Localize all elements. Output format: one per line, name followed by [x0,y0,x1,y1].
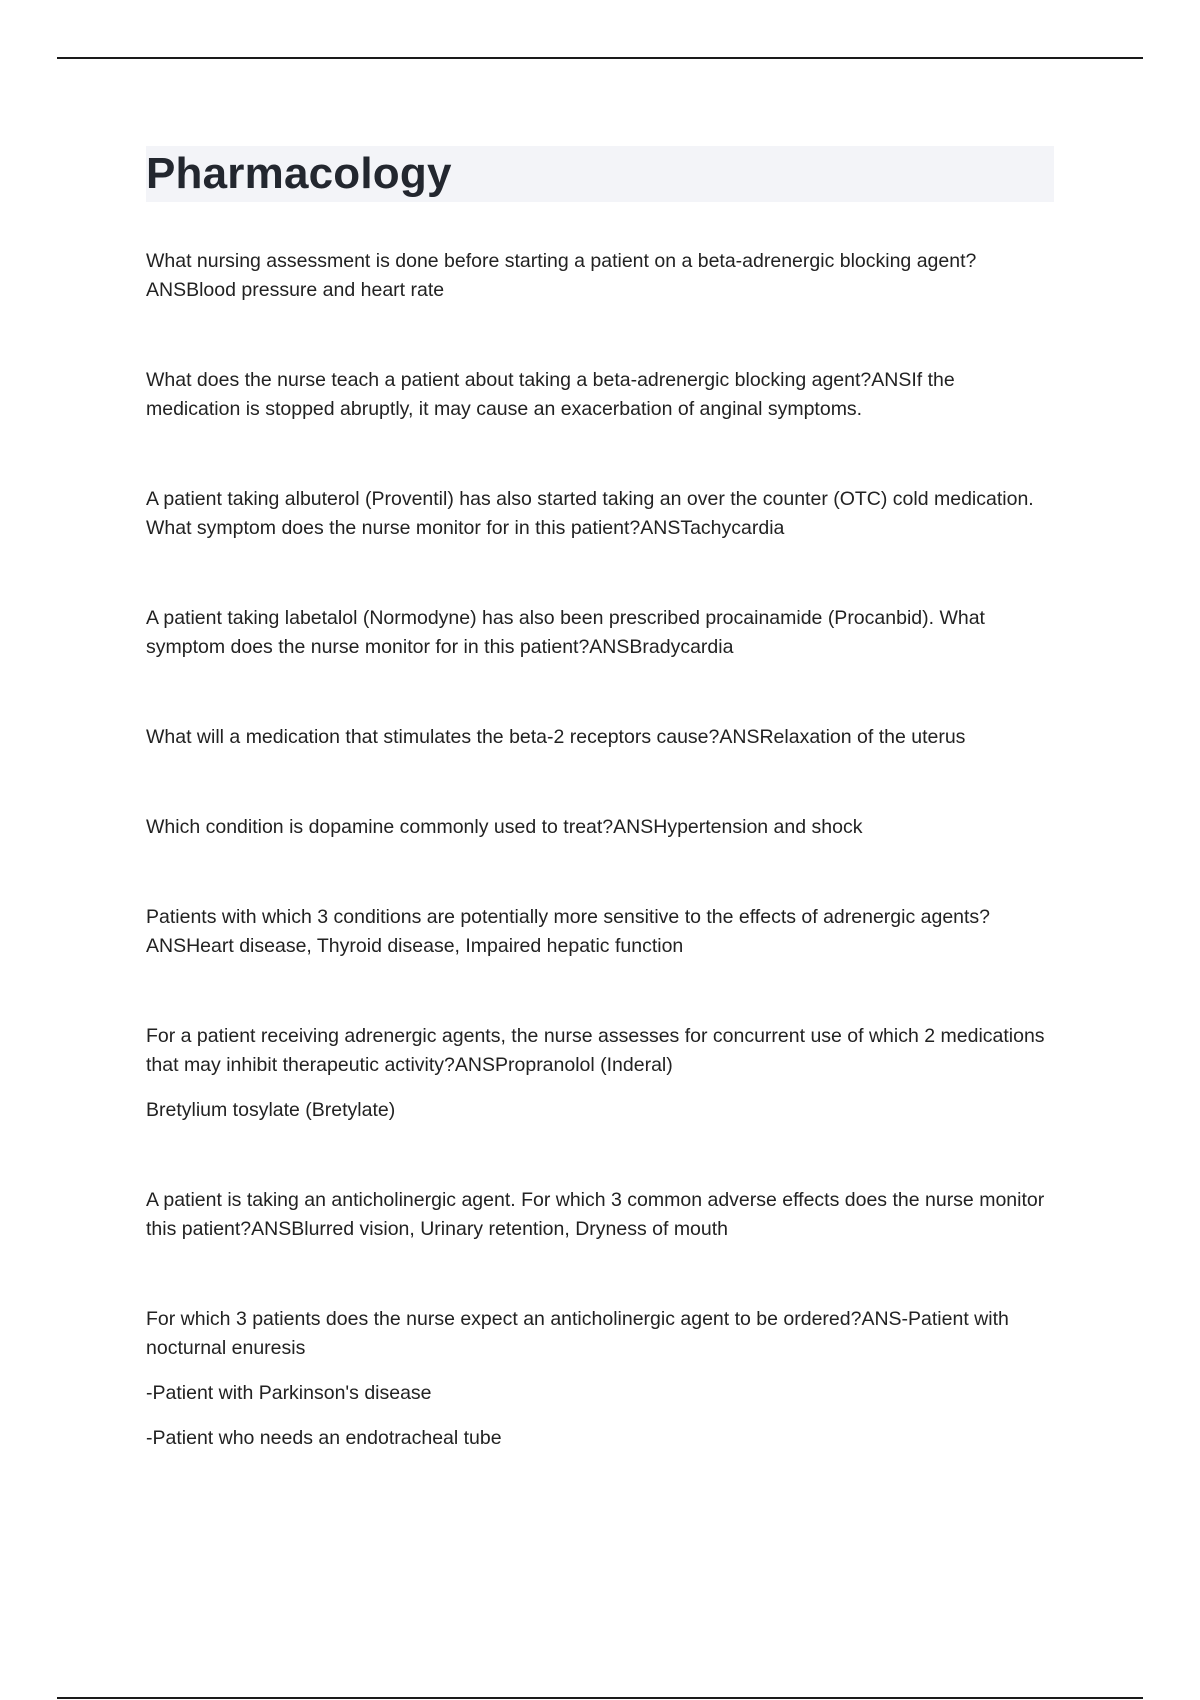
qa-item-3 [146,485,1054,543]
qa-text: Patients with which 3 conditions are potentially more sensitive to the effects of adrenergic agents?ANSHeart disease, Thyroid disease, Impaired hepatic function [146,906,991,957]
qa-text: Which condition is dopamine commonly used to treat?ANSHypertension and shock [146,816,863,838]
qa-text: A patient taking labetalol (Normodyne) has also been prescribed procainamide (Procanbid). What symptom does the nurse monitor for in this patient?ANSBradycardia [146,607,985,658]
qa-item-6 [146,813,1054,842]
qa-item-2 [146,366,1054,424]
qa-item-4 [146,604,1054,662]
qa-text: A patient is taking an anticholinergic agent. For which 3 common adverse effects does the nurse monitor this patient?ANSBlurred vision, Urinary retention, Dryness of mouth [146,1189,1045,1240]
qa-text: For a patient receiving adrenergic agents, the nurse assesses for concurrent use of which 2 medications that may inhibit therapeutic activity?ANSPropranolol (Inderal) [146,1025,1045,1076]
qa-text-continued: -Patient with Parkinson's disease [146,1382,432,1404]
qa-text: A patient taking albuterol (Proventil) has also started taking an over the counter (OTC) cold medication. What symptom does the nurse monitor for in this patient?ANSTachycardia [146,488,1034,539]
qa-item-1 [146,247,1054,305]
top-rule [57,57,1143,59]
qa-item-8 [146,1022,1054,1125]
document-title: Pharmacology [146,149,452,198]
qa-text: What nursing assessment is done before starting a patient on a beta-adrenergic blocking agent?ANSBlood pressure and heart rate [146,250,977,301]
qa-item-9 [146,1186,1054,1244]
qa-text-continued: Bretylium tosylate (Bretylate) [146,1099,396,1121]
bottom-rule [57,1697,1143,1699]
qa-text: What will a medication that stimulates the beta-2 receptors cause?ANSRelaxation of the uterus [146,726,966,748]
qa-item-5 [146,723,1054,752]
document-body [146,146,1054,1453]
qa-text: What does the nurse teach a patient about taking a beta-adrenergic blocking agent?ANSIf the medication is stopped abruptly, it may cause an exacerbation of anginal symptoms. [146,369,955,420]
qa-text-continued: -Patient who needs an endotracheal tube [146,1427,502,1449]
qa-list [146,247,1054,1453]
qa-item-10 [146,1305,1054,1453]
qa-item-7 [146,903,1054,961]
qa-text: For which 3 patients does the nurse expect an anticholinergic agent to be ordered?ANS-Patient with nocturnal enuresis [146,1308,1009,1359]
title-bar [146,146,1054,202]
